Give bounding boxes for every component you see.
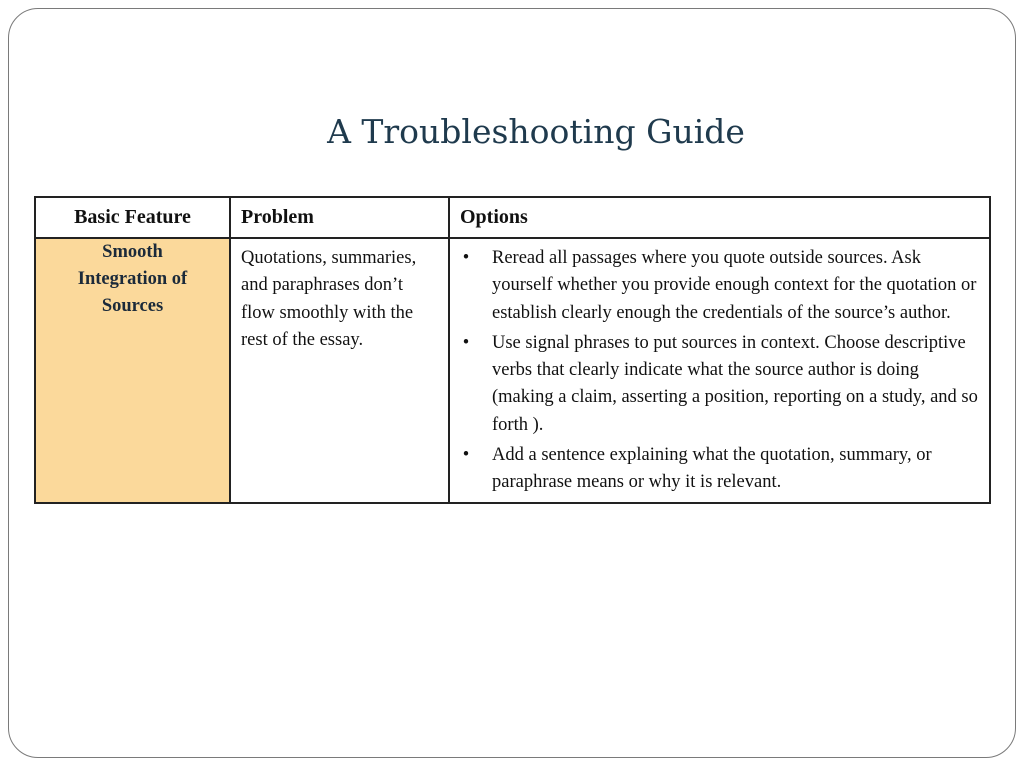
slide-title: A Troubleshooting Guide <box>327 112 745 151</box>
feature-label-line: Integration of <box>77 269 188 289</box>
problem-text: Quotations, summaries, and paraphrases don’t flow smoothly with the rest of the essay. <box>241 248 417 350</box>
options-cell <box>449 238 990 503</box>
list-item <box>460 245 981 327</box>
header-basic-feature: Basic Feature <box>35 197 230 238</box>
problem-cell <box>230 238 449 503</box>
feature-cell <box>35 238 230 503</box>
list-item <box>460 330 981 439</box>
options-list <box>460 245 981 497</box>
feature-label-line: Sources <box>101 296 164 316</box>
header-options: Options <box>449 197 990 238</box>
option-text: Use signal phrases to put sources in context. Choose descriptive verbs that clearly indicate what the source author is doing (making a claim, asserting a position, reporting on a study, and so forth ). <box>492 332 978 435</box>
bullet-icon: • <box>462 248 470 268</box>
list-item <box>460 442 981 497</box>
header-problem: Problem <box>230 197 449 238</box>
bullet-icon: • <box>462 332 470 353</box>
option-text: Reread all passages where you quote outside sources. Ask yourself whether you provide enough context for the quotation or establish clearly enough the credentials of the source’s author. <box>492 248 977 323</box>
bullet-icon: • <box>462 445 470 466</box>
table-header-row <box>35 197 990 238</box>
option-text: Add a sentence explaining what the quotation, summary, or paraphrase means or why it is relevant. <box>492 445 932 493</box>
feature-label-line: Smooth <box>102 242 163 262</box>
table-row <box>35 238 990 503</box>
troubleshooting-table <box>34 196 991 504</box>
